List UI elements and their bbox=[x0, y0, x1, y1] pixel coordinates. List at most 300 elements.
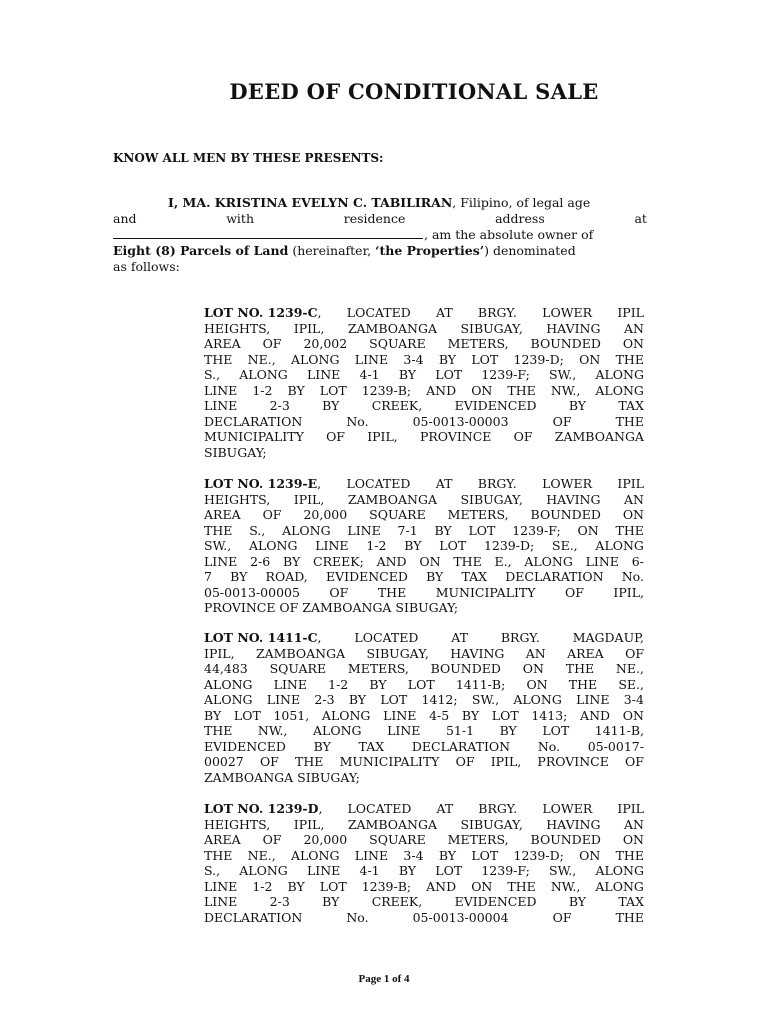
lot-word: BRGY. bbox=[477, 305, 517, 320]
lot-word: 1239-F; bbox=[481, 367, 530, 382]
denominated-text: ) denominated bbox=[484, 243, 576, 258]
lot-word: S., bbox=[249, 522, 266, 538]
lot-word: LINE bbox=[204, 553, 238, 569]
lot-line bbox=[204, 739, 644, 755]
lot-line bbox=[204, 801, 644, 817]
lot-word: LINE bbox=[204, 382, 238, 398]
lot-word: AN bbox=[525, 645, 546, 661]
lot-word: AT bbox=[435, 305, 453, 320]
lot-word: THE bbox=[453, 553, 482, 569]
lot-word: AN bbox=[623, 320, 644, 336]
lot-word: IPIL bbox=[617, 476, 644, 491]
intro-line-5: as follows: bbox=[113, 259, 180, 274]
lot-line bbox=[204, 692, 644, 708]
lot-word: BY bbox=[499, 723, 517, 738]
lot-word: OF bbox=[262, 336, 282, 351]
lot-line bbox=[204, 414, 644, 430]
owner-descriptor: , Filipino, of legal age bbox=[452, 195, 591, 210]
lot-word: LOT bbox=[439, 538, 467, 553]
lot-word: LINE bbox=[354, 351, 389, 367]
lot-word: ALONG bbox=[204, 692, 253, 707]
lot-label: LOT NO. 1239-E bbox=[204, 476, 318, 491]
page-number: Page 1 of 4 bbox=[358, 973, 410, 985]
lot-word: THE bbox=[615, 909, 644, 925]
lot-word: SW., bbox=[549, 863, 577, 878]
lot-word: LINE bbox=[576, 692, 610, 707]
lot-word: 1-2 bbox=[328, 676, 349, 692]
lot-word: NE., bbox=[247, 847, 276, 863]
lot-word: SIBUGAY; bbox=[204, 444, 267, 460]
lot-word: IPIL bbox=[617, 801, 644, 816]
lot-word: IPIL, bbox=[613, 584, 644, 600]
lot-word: THE bbox=[204, 847, 233, 863]
lot-word: METERS, bbox=[447, 507, 509, 522]
lot-word: SIBUGAY, bbox=[366, 645, 429, 661]
lot-word: ON bbox=[526, 676, 548, 692]
lot-word: HAVING bbox=[546, 320, 601, 336]
lot-paragraph bbox=[204, 801, 644, 925]
lot-word: BRGY. bbox=[478, 801, 518, 816]
lot-word: ON bbox=[471, 382, 493, 398]
lot-word: 00027 bbox=[204, 754, 244, 769]
lot-word: ALONG bbox=[513, 692, 562, 707]
lot-word: IPIL, bbox=[490, 754, 522, 769]
lot-word: SIBUGAY, bbox=[460, 320, 523, 336]
intro-word: and bbox=[113, 211, 137, 226]
intro-word: at bbox=[634, 211, 647, 226]
lot-line bbox=[204, 569, 644, 585]
lot-word: LOCATED bbox=[346, 476, 411, 491]
lot-word: BY bbox=[369, 676, 387, 692]
lot-word: DECLARATION bbox=[204, 413, 303, 429]
address-blank-line bbox=[113, 227, 423, 239]
lot-word: AND bbox=[426, 382, 457, 398]
lot-word: ON bbox=[622, 707, 644, 723]
lot-word: AND bbox=[580, 707, 611, 723]
intro-line bbox=[113, 211, 647, 227]
intro-line bbox=[113, 243, 647, 259]
intro-line bbox=[113, 227, 647, 243]
lot-word: DECLARATION bbox=[411, 738, 511, 754]
lot-word: 4-5 bbox=[429, 707, 450, 723]
lot-word: 1239-F; bbox=[512, 522, 561, 538]
lot-word: THE bbox=[204, 522, 233, 538]
lot-word: BY bbox=[230, 569, 248, 584]
lot-word: EVIDENCED bbox=[204, 738, 286, 754]
lot-word: SQUARE bbox=[269, 661, 327, 676]
lot-word: BY bbox=[313, 738, 331, 754]
lot-line bbox=[204, 321, 644, 337]
lot-word: OF bbox=[262, 507, 282, 522]
lot-word: 1-2 bbox=[252, 382, 273, 398]
lot-label-comma: , bbox=[317, 630, 322, 645]
lot-word: THE bbox=[565, 661, 595, 676]
lot-word: LOT bbox=[471, 351, 499, 367]
lot-word: ALONG bbox=[204, 676, 253, 692]
lot-word: 1239-D; bbox=[513, 351, 564, 367]
lot-word: BY bbox=[204, 707, 222, 723]
lot-word: LOT bbox=[435, 367, 463, 382]
lot-word: THE bbox=[615, 522, 644, 538]
lot-word: 1412; bbox=[421, 692, 458, 707]
lot-word: AREA bbox=[204, 336, 241, 351]
lot-word: SE., bbox=[618, 676, 644, 692]
lot-line bbox=[204, 879, 644, 895]
lot-word: OF bbox=[259, 754, 279, 769]
lot-line bbox=[204, 429, 644, 445]
lot-line bbox=[204, 832, 644, 848]
lot-word: ALONG bbox=[313, 723, 362, 738]
lot-word: BY bbox=[404, 538, 422, 553]
lot-line bbox=[204, 398, 644, 414]
lot-line bbox=[204, 445, 644, 461]
lot-word: OF bbox=[625, 645, 644, 661]
lot-word: LINE bbox=[387, 723, 421, 738]
lot-line bbox=[204, 910, 644, 926]
lot-word: 1-2 bbox=[366, 538, 387, 553]
hereinafter-text: (hereinafter, bbox=[288, 243, 376, 258]
lot-word: THE bbox=[615, 413, 644, 429]
lot-word: TAX bbox=[618, 894, 644, 909]
lot-word: BY bbox=[426, 569, 444, 584]
lot-word: BY bbox=[434, 522, 452, 538]
lot-word: EVIDENCED bbox=[454, 894, 537, 909]
lot-word: OF bbox=[552, 413, 572, 429]
lot-word: E., bbox=[494, 553, 512, 569]
lot-paragraph bbox=[204, 630, 644, 785]
lot-word: LINE bbox=[273, 676, 307, 692]
lot-word: BOUNDED bbox=[530, 832, 601, 847]
lot-line bbox=[204, 585, 644, 601]
lot-word: ALONG bbox=[321, 707, 371, 723]
lot-line bbox=[204, 383, 644, 399]
lot-word: 05-0013-00004 bbox=[412, 909, 509, 925]
lot-word: SE., bbox=[552, 538, 578, 553]
lot-word: LOCATED bbox=[354, 630, 419, 645]
lot-word: No. bbox=[346, 909, 369, 925]
lot-word: ALONG bbox=[282, 522, 331, 538]
lot-word: TAX bbox=[461, 569, 488, 584]
lot-word: ALONG bbox=[290, 847, 340, 863]
lot-word: AND bbox=[376, 553, 407, 569]
lot-label-comma: , bbox=[317, 305, 322, 320]
lot-word: BY bbox=[322, 398, 340, 413]
lot-word: 3-4 bbox=[403, 351, 424, 367]
lot-word: ALONG bbox=[524, 553, 573, 569]
lot-word: No. bbox=[537, 738, 561, 754]
lot-word: ON bbox=[522, 661, 544, 676]
lot-word: CREEK; bbox=[313, 553, 364, 569]
lot-word: LINE bbox=[354, 847, 389, 863]
lot-word bbox=[204, 476, 321, 492]
lot-line bbox=[204, 476, 644, 492]
lot-word: ALONG bbox=[595, 878, 644, 894]
lot-word: LINE bbox=[585, 553, 619, 569]
lot-line bbox=[204, 367, 644, 383]
lot-word: 3-4 bbox=[623, 692, 644, 707]
lot-word: 20,002 bbox=[303, 336, 348, 351]
lot-word: No. bbox=[621, 569, 644, 584]
lot-word: THE bbox=[615, 351, 644, 367]
lot-word: ALONG bbox=[239, 863, 288, 878]
lot-word: HAVING bbox=[546, 816, 601, 832]
intro-line-3 bbox=[113, 227, 593, 243]
lot-word: 1-2 bbox=[252, 878, 273, 894]
lot-line bbox=[204, 352, 644, 368]
lot-word: BY bbox=[287, 878, 305, 894]
lot-line bbox=[204, 661, 644, 677]
lot-word: LOT bbox=[407, 676, 435, 692]
lot-word: MUNICIPALITY bbox=[204, 429, 304, 444]
lot-word: AT bbox=[451, 630, 468, 645]
intro-paragraph bbox=[113, 195, 647, 275]
lot-word: THE bbox=[204, 351, 233, 367]
lot-word: 1413; bbox=[531, 707, 568, 723]
lot-word: OF bbox=[262, 832, 282, 847]
properties-term: ‘the Properties’ bbox=[375, 243, 485, 258]
intro-word: address bbox=[495, 211, 545, 226]
lot-word: AT bbox=[435, 476, 453, 491]
lot-word: ZAMBOANGA bbox=[554, 429, 644, 444]
lot-word: BY bbox=[438, 847, 457, 863]
owner-name: I, MA. KRISTINA EVELYN C. TABILIRAN bbox=[168, 195, 453, 210]
lot-line bbox=[204, 600, 644, 616]
lot-word: 20,000 bbox=[303, 507, 348, 522]
lot-line bbox=[204, 894, 644, 910]
lot-word: BOUNDED bbox=[430, 661, 501, 676]
lot-word: LOT bbox=[319, 878, 347, 894]
lot-paragraph bbox=[204, 476, 644, 616]
lot-word: BY bbox=[322, 894, 340, 909]
lot-word: LOT bbox=[471, 847, 499, 863]
lot-line bbox=[204, 554, 644, 570]
lot-word: ON bbox=[622, 336, 644, 351]
lot-word: 2-6 bbox=[250, 553, 271, 569]
lot-word: S., bbox=[204, 863, 221, 878]
lot-word: TAX bbox=[358, 738, 385, 754]
lot-word: ZAMBOANGA bbox=[347, 491, 437, 507]
lot-word: BY bbox=[348, 692, 367, 707]
lot-word: BRGY. bbox=[477, 476, 517, 491]
lot-word: THE bbox=[377, 584, 407, 600]
lot-word: SIBUGAY, bbox=[460, 816, 523, 832]
lot-word: TAX bbox=[618, 398, 644, 413]
lot-word: BY bbox=[283, 553, 301, 569]
lot-word: 3-4 bbox=[403, 847, 424, 863]
lot-word: NE., bbox=[247, 351, 276, 367]
lot-word: THE bbox=[507, 878, 536, 894]
lot-word: 05-0017- bbox=[587, 738, 644, 754]
lot-word: AREA bbox=[204, 832, 241, 847]
lot-line bbox=[204, 538, 644, 554]
lot-word: NW., bbox=[257, 723, 288, 738]
lot-word: HAVING bbox=[450, 645, 505, 661]
lot-word: 44,483 bbox=[204, 661, 248, 676]
lot-line bbox=[204, 770, 644, 786]
lot-word: HEIGHTS, bbox=[204, 816, 271, 832]
lot-word: IPIL bbox=[617, 305, 644, 320]
lot-word: LINE bbox=[306, 863, 341, 878]
lot-line bbox=[204, 492, 644, 508]
lot-word: NW., bbox=[550, 382, 581, 398]
lot-word: BY bbox=[461, 707, 480, 723]
lot-word: ON bbox=[419, 553, 441, 569]
lot-word: BOUNDED bbox=[530, 336, 601, 351]
lot-word: S., bbox=[204, 367, 221, 382]
lot-word: AN bbox=[623, 816, 644, 832]
intro-line-4 bbox=[113, 243, 576, 259]
lot-word: IPIL, bbox=[367, 429, 398, 444]
opening-heading: KNOW ALL MEN BY THESE PRESENTS: bbox=[113, 151, 384, 165]
lot-word: BY bbox=[438, 351, 457, 367]
lot-label: LOT NO. 1239-C bbox=[204, 305, 318, 320]
lot-word: 4-1 bbox=[359, 367, 380, 382]
lot-word: LOT bbox=[491, 707, 519, 723]
lot-word: ON bbox=[577, 522, 599, 538]
lot-word: OF bbox=[565, 584, 584, 600]
ownership-text: , am the absolute owner of bbox=[424, 227, 594, 242]
lot-word: SQUARE bbox=[369, 336, 426, 351]
lot-word: NE., bbox=[615, 661, 644, 676]
lot-word: 1411-B, bbox=[594, 723, 644, 738]
lot-word: SIBUGAY, bbox=[460, 491, 523, 507]
lot-word: 05-0013-00003 bbox=[412, 413, 509, 429]
lot-word: LOT bbox=[380, 692, 408, 707]
lot-word: THE bbox=[295, 754, 324, 769]
lot-line bbox=[204, 708, 644, 724]
lot-word: 2-3 bbox=[269, 398, 290, 413]
lot-word: ALONG bbox=[239, 367, 288, 382]
lot-word: CREEK, bbox=[371, 894, 423, 909]
lot-word bbox=[204, 630, 322, 646]
lot-word: ZAMBOANGA bbox=[347, 320, 437, 336]
lot-word: LINE bbox=[204, 894, 238, 909]
lot-word bbox=[204, 305, 322, 321]
lot-word: BOUNDED bbox=[530, 507, 601, 522]
lot-word: ROAD, bbox=[265, 569, 308, 584]
lot-word: 1239-F; bbox=[481, 863, 530, 878]
lot-word: 2-3 bbox=[269, 894, 290, 909]
lot-word: AN bbox=[623, 491, 644, 507]
lot-word: LINE bbox=[306, 367, 341, 382]
lot-word: SQUARE bbox=[369, 832, 426, 847]
lot-word: ALONG bbox=[290, 351, 340, 367]
lot-word: METERS, bbox=[447, 832, 509, 847]
lot-word: 1051, bbox=[273, 707, 310, 723]
lot-label: LOT NO. 1411-C bbox=[204, 630, 318, 645]
lot-word: CREEK, bbox=[371, 398, 423, 413]
lot-word: BRGY. bbox=[500, 630, 540, 645]
lot-word: ALONG bbox=[595, 382, 644, 398]
lot-word: LOCATED bbox=[346, 305, 411, 320]
lot-word: MUNICIPALITY bbox=[339, 754, 440, 769]
lot-word: METERS, bbox=[447, 336, 509, 351]
document-title: DEED OF CONDITIONAL SALE bbox=[229, 79, 599, 104]
lot-word: DECLARATION bbox=[204, 909, 303, 925]
intro-word: with bbox=[226, 211, 255, 226]
lot-word: LOT bbox=[233, 707, 261, 723]
lot-word: IPIL, bbox=[293, 491, 325, 507]
lot-word: LOT bbox=[468, 522, 496, 538]
lot-word: OF bbox=[552, 909, 572, 925]
lot-word: AT bbox=[436, 801, 454, 816]
lot-word: ON bbox=[579, 847, 601, 863]
lot-word: PROVINCE bbox=[537, 754, 609, 769]
lot-word: ON bbox=[622, 507, 644, 522]
lot-word: METERS, bbox=[347, 661, 409, 676]
lot-word: MUNICIPALITY bbox=[435, 584, 536, 600]
lot-word: LINE bbox=[315, 538, 349, 553]
lot-word: LOCATED bbox=[347, 801, 412, 816]
lot-word: 2-3 bbox=[314, 692, 335, 707]
lot-label-comma: , bbox=[318, 801, 323, 816]
lot-word: ON bbox=[471, 878, 493, 894]
lot-line bbox=[204, 754, 644, 770]
lot-word: 7-1 bbox=[397, 522, 418, 538]
lot-word: EVIDENCED bbox=[325, 569, 408, 584]
lot-word: IPIL, bbox=[204, 645, 235, 661]
lot-word: PROVINCE bbox=[419, 429, 492, 444]
lot-word: THE bbox=[615, 847, 644, 863]
lot-word: HEIGHTS, bbox=[204, 491, 271, 507]
lot-word: 4-1 bbox=[359, 863, 380, 878]
lot-word: LINE bbox=[204, 398, 238, 413]
lot-word: 1411-B; bbox=[455, 676, 506, 692]
lot-word: OF bbox=[329, 584, 349, 600]
lot-word: LOT bbox=[435, 863, 463, 878]
lot-word: 1239-D; bbox=[513, 847, 564, 863]
lot-word: OF bbox=[513, 429, 533, 444]
lot-word: 6- bbox=[631, 553, 644, 569]
lot-line bbox=[204, 523, 644, 539]
lot-word: SW., bbox=[549, 367, 577, 382]
intro-line-1 bbox=[168, 195, 590, 211]
lot-word: DECLARATION bbox=[505, 569, 604, 584]
lot-word: BY bbox=[287, 382, 305, 398]
intro-line bbox=[113, 259, 647, 275]
lot-word: 1239-D; bbox=[483, 538, 535, 553]
lot-word: ALONG bbox=[595, 863, 644, 878]
lot-word: THE bbox=[507, 382, 536, 398]
lot-word: LINE bbox=[347, 522, 381, 538]
lot-word: HEIGHTS, bbox=[204, 320, 271, 336]
lot-word: AREA bbox=[567, 645, 604, 661]
lot-word: LOWER bbox=[542, 305, 593, 320]
lot-word: LOWER bbox=[542, 801, 593, 816]
lot-word: AND bbox=[426, 878, 457, 894]
lot-word: BY bbox=[398, 367, 417, 382]
lot-word: AREA bbox=[204, 507, 241, 522]
lot-word: ZAMBOANGA bbox=[255, 645, 346, 661]
lot-line bbox=[204, 646, 644, 662]
parcels-count: Eight (8) Parcels of Land bbox=[113, 243, 289, 258]
lot-word: LOT bbox=[542, 723, 570, 738]
lot-word: LOT bbox=[319, 382, 347, 398]
lot-word: NW., bbox=[550, 878, 581, 894]
lot-word: 20,000 bbox=[303, 832, 348, 847]
lot-word: 7 bbox=[204, 569, 212, 584]
lot-word: THE bbox=[568, 676, 598, 692]
lot-word: ALONG bbox=[595, 538, 644, 553]
lot-word: ZAMBOANGA SIBUGAY; bbox=[204, 769, 360, 785]
lot-word: 1239-B; bbox=[361, 382, 412, 398]
lot-line bbox=[204, 863, 644, 879]
lot-line bbox=[204, 336, 644, 352]
lot-word: LOWER bbox=[542, 476, 593, 491]
lot-word: BY bbox=[568, 894, 587, 909]
lot-word: ON bbox=[579, 351, 601, 367]
lot-word: LINE bbox=[204, 878, 238, 894]
